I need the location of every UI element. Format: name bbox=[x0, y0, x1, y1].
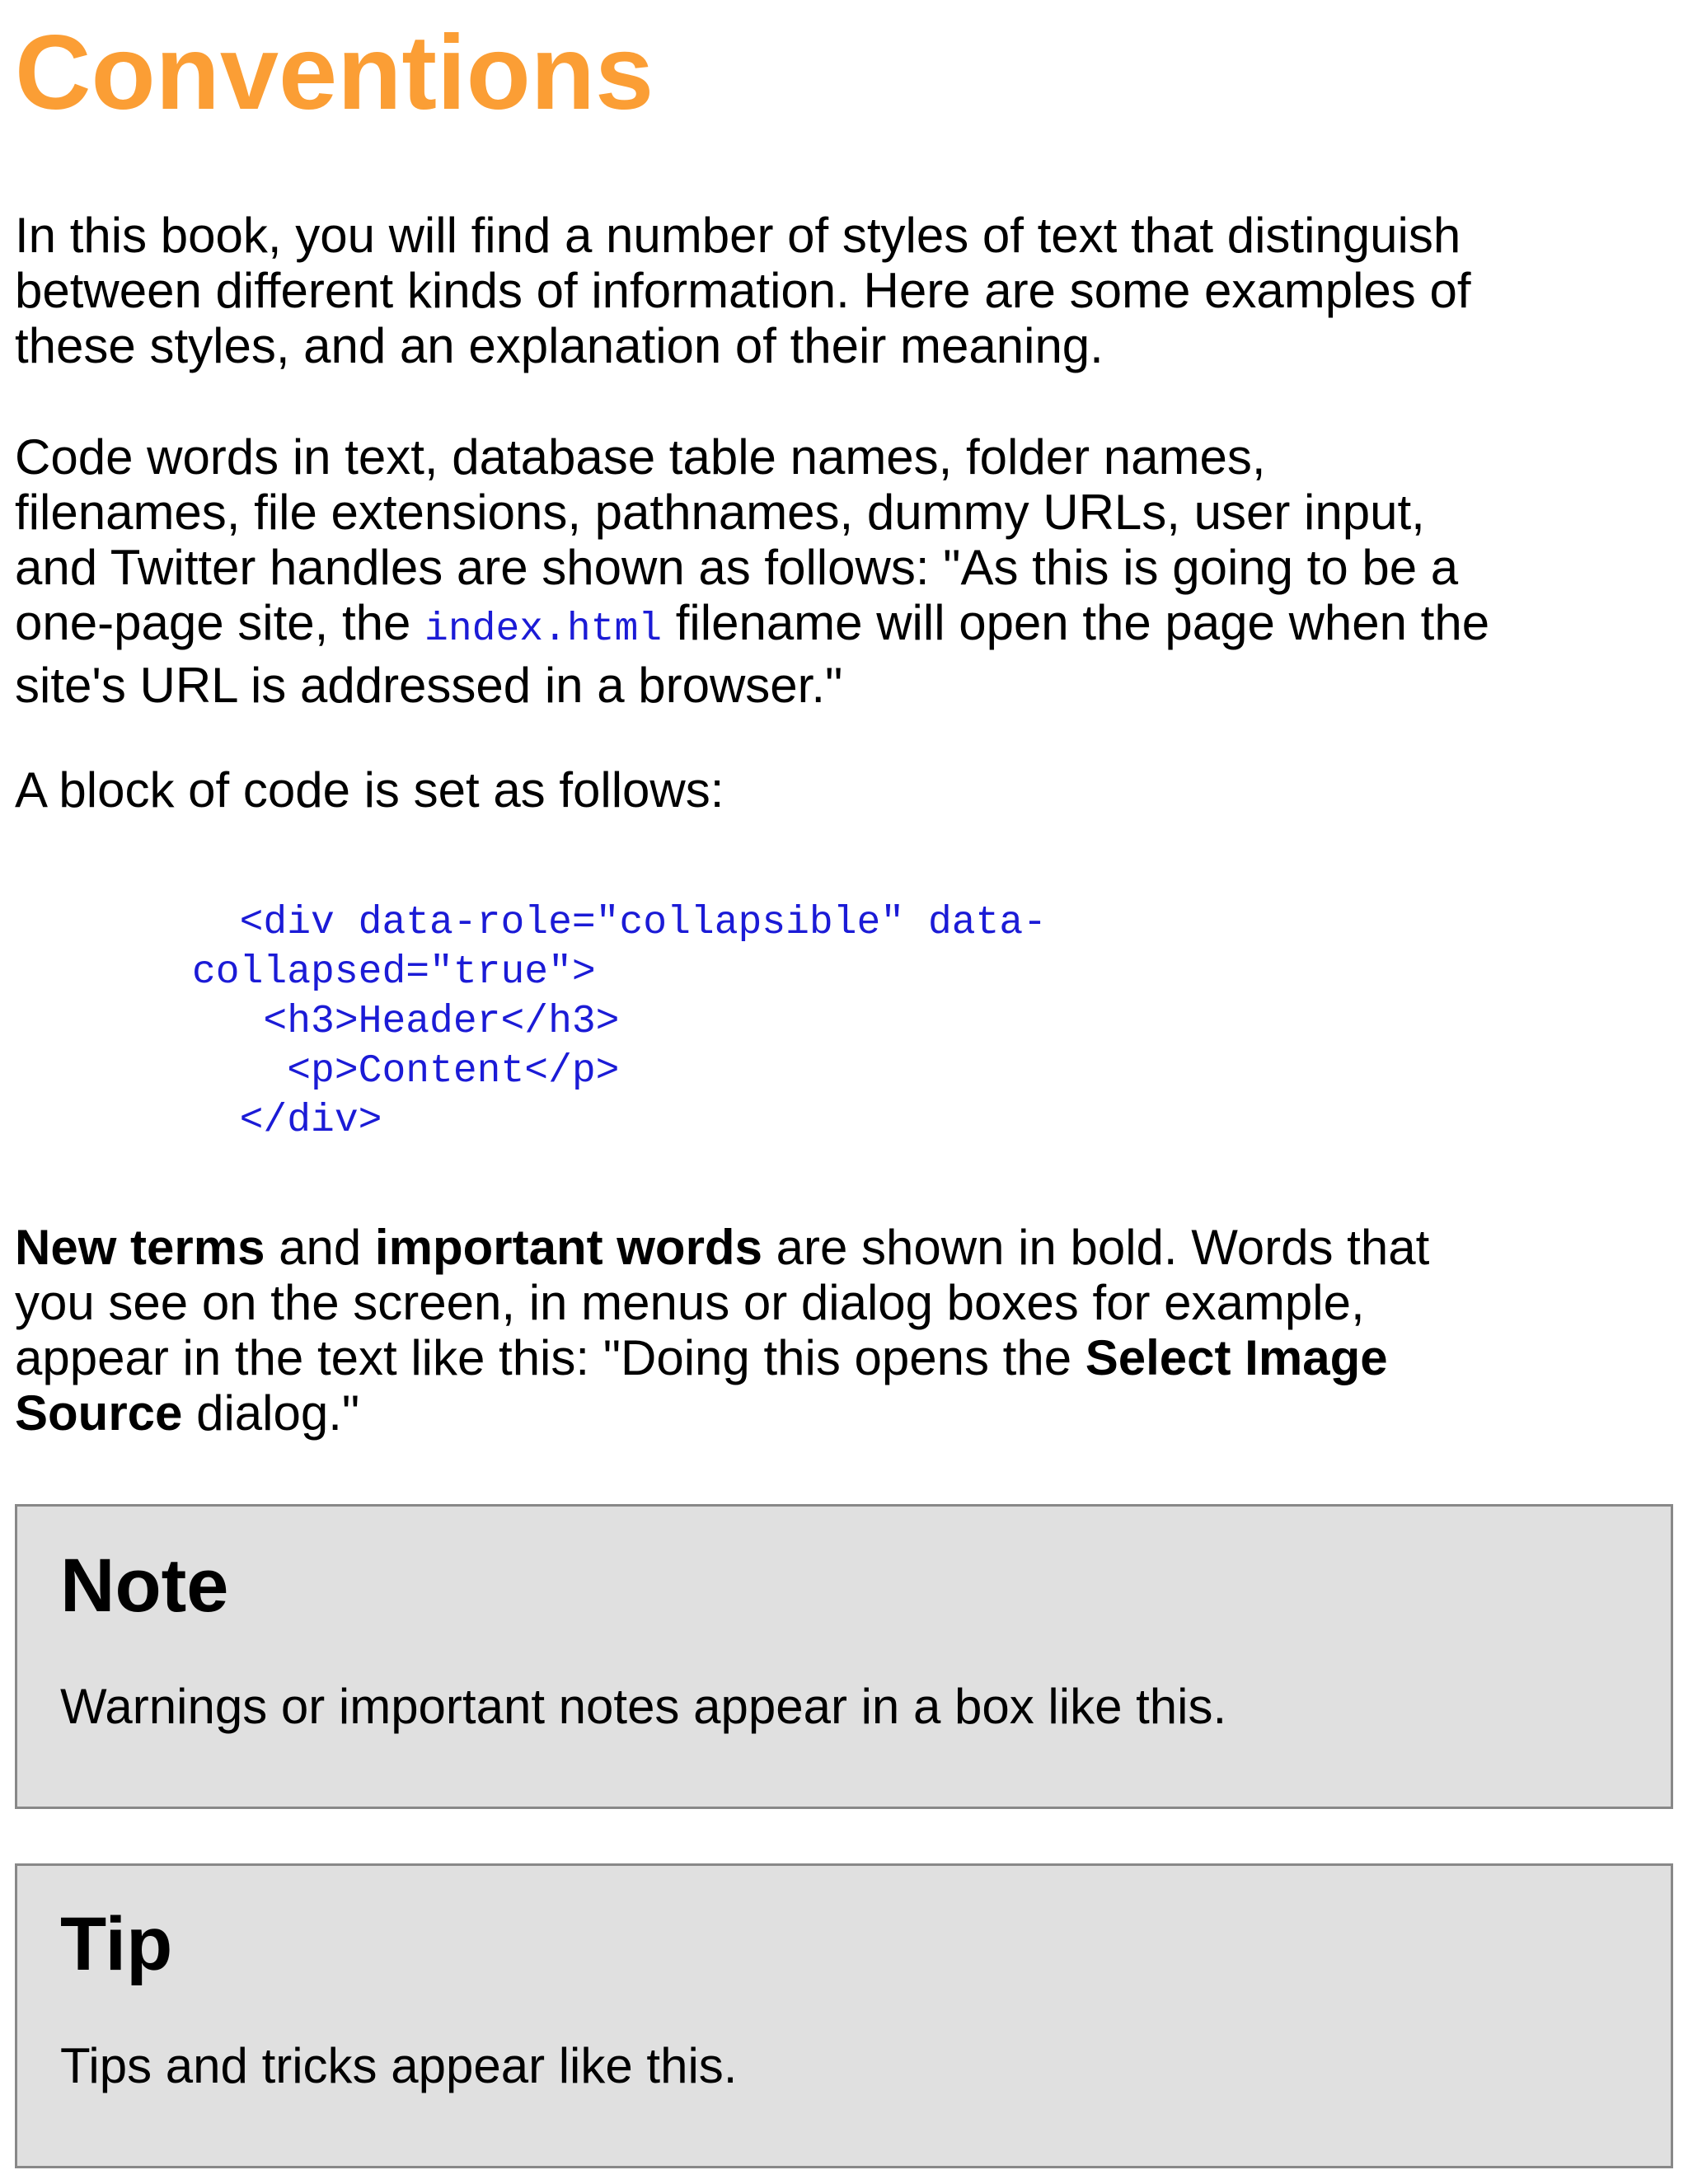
inline-code-filename: index.html bbox=[424, 607, 663, 652]
code-line: collapsed="true"> bbox=[192, 950, 596, 995]
bold-terms-paragraph bbox=[15, 1220, 1680, 1441]
intro-line: In this book, you will find a number of styles of text that distinguish bbox=[15, 208, 1461, 263]
bold-term: important words bbox=[374, 1220, 762, 1275]
code-words-line bbox=[15, 595, 1680, 658]
intro-paragraph bbox=[15, 208, 1680, 373]
bold-terms-text: and bbox=[265, 1220, 375, 1275]
code-words-line: filenames, file extensions, pathnames, dummy URLs, user input, bbox=[15, 485, 1425, 540]
code-words-line: Code words in text, database table names, folder names, bbox=[15, 429, 1266, 485]
code-line: </div> bbox=[192, 1099, 382, 1143]
note-title: Note bbox=[60, 1544, 229, 1628]
code-words-text: one-page site, the bbox=[15, 595, 425, 650]
note-text: Warnings or important notes appear in a box like this. bbox=[60, 1679, 1227, 1734]
intro-line: these styles, and an explanation of their meaning. bbox=[15, 318, 1104, 373]
bold-terms-text: dialog." bbox=[182, 1385, 360, 1441]
note-box bbox=[15, 1504, 1673, 1809]
bold-terms-text: are shown in bold. Words that bbox=[762, 1220, 1430, 1275]
code-words-text: filename will open the page when the bbox=[662, 595, 1490, 650]
tip-text: Tips and tricks appear like this. bbox=[60, 2038, 738, 2093]
bold-term: Select Image bbox=[1085, 1330, 1388, 1385]
bold-terms-line bbox=[15, 1385, 1680, 1441]
bold-term: Source bbox=[15, 1385, 183, 1441]
code-line: <div data-role="collapsible" data- bbox=[192, 901, 1047, 945]
code-block-intro: A block of code is set as follows: bbox=[15, 762, 724, 818]
tip-title: Tip bbox=[60, 1902, 173, 1986]
code-words-line: site's URL is addressed in a browser." bbox=[15, 658, 843, 713]
code-block bbox=[192, 898, 1047, 1146]
bold-terms-text: appear in the text like this: "Doing this opens the bbox=[15, 1330, 1085, 1385]
code-words-paragraph bbox=[15, 429, 1680, 713]
intro-line: between different kinds of information. Here are some examples of bbox=[15, 263, 1471, 318]
code-line: <h3>Header</h3> bbox=[192, 1000, 620, 1044]
bold-terms-line bbox=[15, 1330, 1680, 1385]
code-words-line: and Twitter handles are shown as follows: "As this is going to be a bbox=[15, 540, 1459, 595]
page-title: Conventions bbox=[15, 14, 654, 132]
bold-term: New terms bbox=[15, 1220, 265, 1275]
code-line: <p>Content</p> bbox=[192, 1049, 620, 1094]
bold-terms-line bbox=[15, 1220, 1680, 1275]
tip-box bbox=[15, 1863, 1673, 2168]
bold-terms-line: you see on the screen, in menus or dialog boxes for example, bbox=[15, 1275, 1365, 1330]
